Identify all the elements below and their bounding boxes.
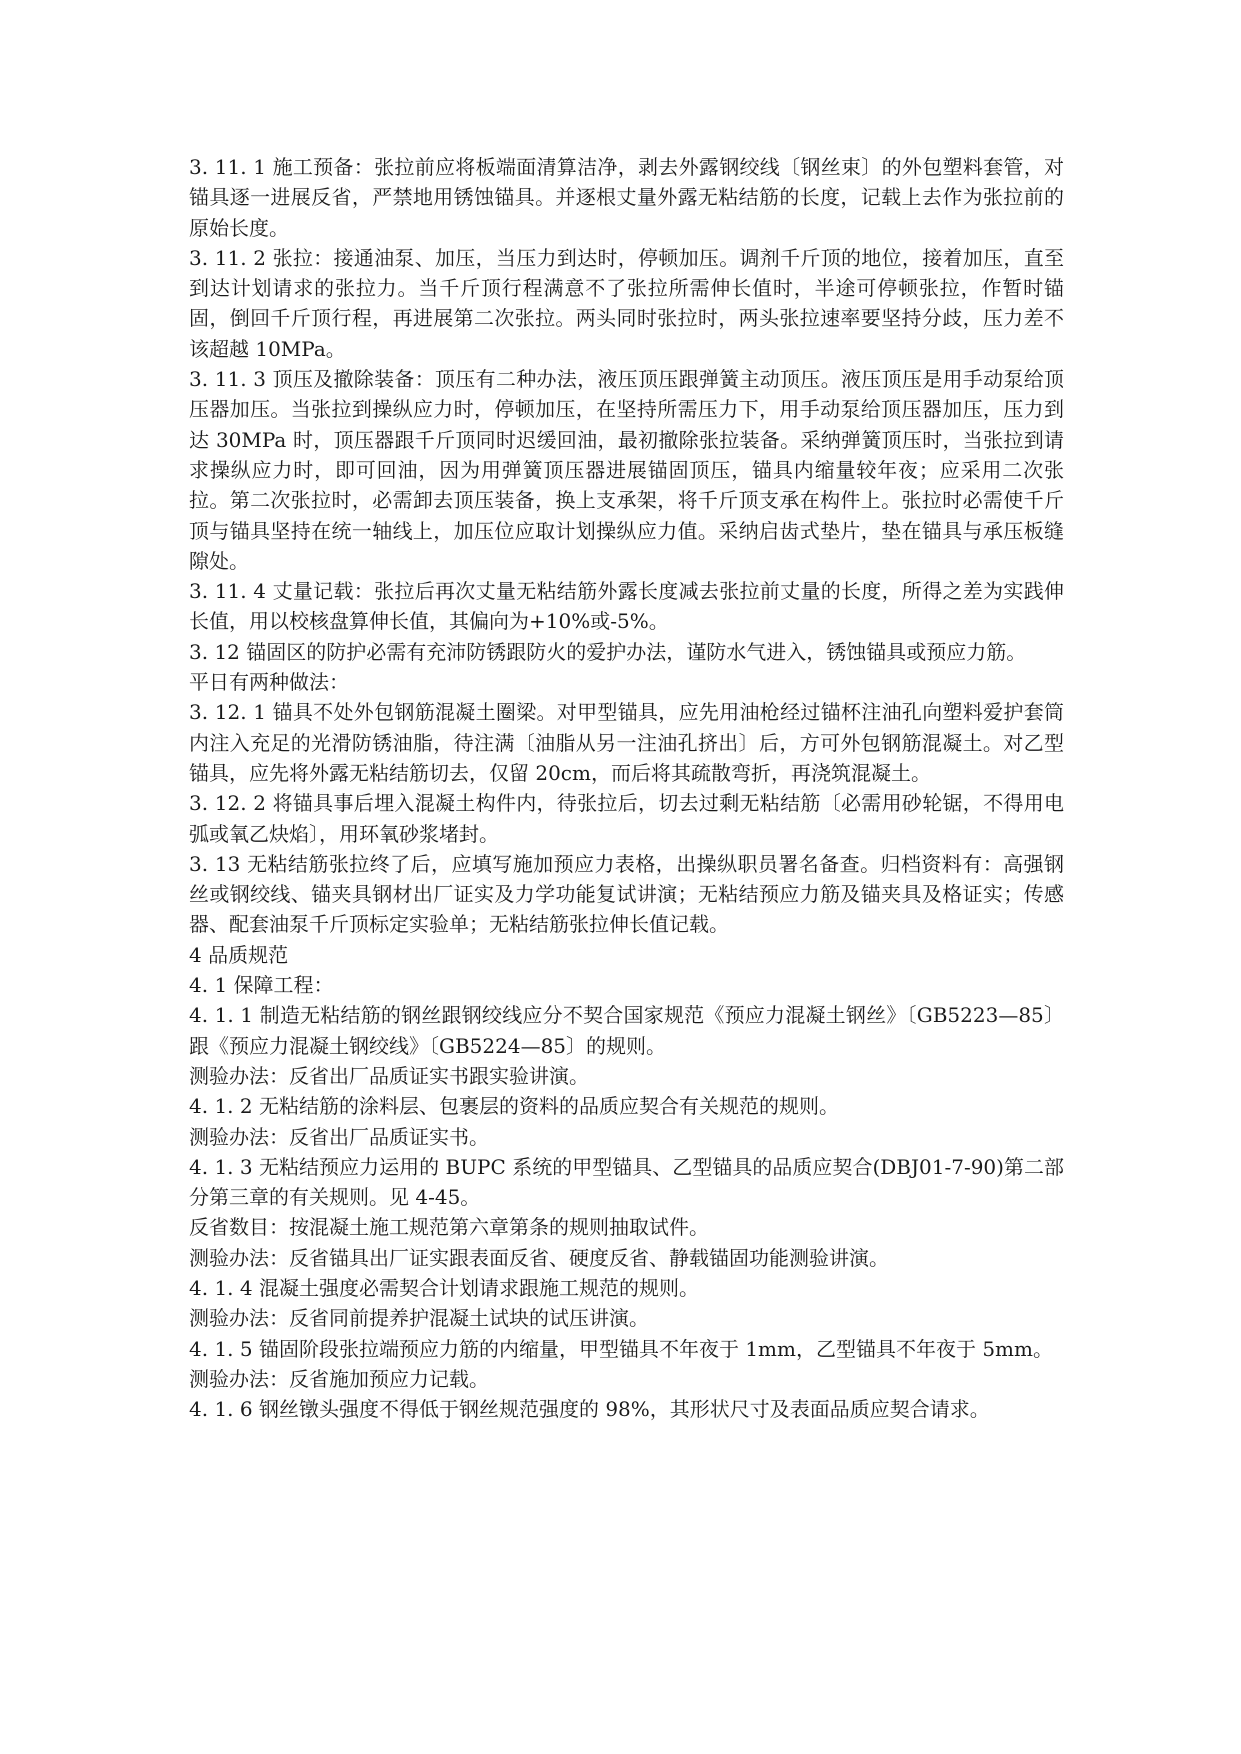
- paragraph-inspection-quantity: 反省数目：按混凝土施工规范第六章第条的规则抽取试件。: [189, 1215, 709, 1240]
- paragraph-3-12-1: 3. 12. 1 锚具不处外包钢筋混凝土圈梁。对甲型锚具，应先用油枪经过锚杯注油孔向塑料爱护套筒内注入充足的光滑防锈油脂，待注满〔油脂从另一注油孔挤出〕后，方可外包钢筋混凝土。对乙型锚具，应先将外露无粘结筋切去，仅留 20cm，而后将其疏散弯折，再浇筑混凝土。: [189, 700, 1064, 785]
- paragraph-4-1-5: 4. 1. 5 锚固阶段张拉端预应力筋的内缩量，甲型锚具不年夜于 1mm，乙型锚具不年夜于 5mm。: [189, 1336, 1053, 1361]
- paragraph-4-1-4: 4. 1. 4 混凝土强度必需契合计划请求跟施工规范的规则。: [189, 1275, 699, 1300]
- paragraph-test-method-1: 测验办法：反省出厂品质证实书跟实验讲演。: [189, 1063, 589, 1088]
- subsection-heading-4-1: 4. 1 保障工程：: [189, 973, 334, 998]
- paragraph-usual-methods: 平日有两种做法：: [189, 670, 349, 695]
- paragraph-4-1-3: 4. 1. 3 无粘结预应力运用的 BUPC 系统的甲型锚具、乙型锚具的品质应契合(DBJ01-7-90)第二部分第三章的有关规则。见 4-45。: [189, 1154, 1064, 1210]
- paragraph-3-11-4: 3. 11. 4 丈量记载：张拉后再次丈量无粘结筋外露长度减去张拉前丈量的长度，所得之差为实践伸长值，用以校核盘算伸长值，其偏向为+10%或-5%。: [189, 579, 1064, 634]
- paragraph-3-11-1: 3. 11. 1 施工预备：张拉前应将板端面清算洁净，剥去外露钢绞线〔钢丝束〕的外包塑料套管，对锚具逐一进展反省，严禁地用锈蚀锚具。并逐根丈量外露无粘结筋的长度，记载上去作为张拉前的原始长度。: [189, 155, 1064, 240]
- paragraph-3-12: 3. 12 锚固区的防护必需有充沛防锈跟防火的爱护办法，谨防水气进入，锈蚀锚具或预应力筋。: [189, 639, 1027, 664]
- paragraph-4-1-2: 4. 1. 2 无粘结筋的涂料层、包裹层的资料的品质应契合有关规范的规则。: [189, 1094, 839, 1119]
- paragraph-4-1-6: 4. 1. 6 钢丝镦头强度不得低于钢丝规范强度的 98%，其形状尺寸及表面品质应契合请求。: [189, 1397, 990, 1422]
- paragraph-test-method-2: 测验办法：反省出厂品质证实书。: [189, 1124, 489, 1149]
- paragraph-3-11-3: 3. 11. 3 顶压及撤除装备：顶压有二种办法，液压顶压跟弹簧主动顶压。液压顶压是用手动泵给顶压器加压。当张拉到操纵应力时，停顿加压，在坚持所需压力下，用手动泵给顶压器加压，压力到达 30MPa 时，顶压器跟千斤顶同时迟缓回油，最初撤除张拉装备。采纳弹簧顶压时，当张拉到请求操纵应力时，即可回油，因为用弹簧顶压器进展锚固顶压，锚具内缩量较年夜；应采用二次张拉。第二次张拉时，必需卸去顶压装备，换上支承架，将千斤顶支承在构件上。张拉时必需使千斤顶与锚具坚持在统一轴线上，加压位应取计划操纵应力值。采纳启齿式垫片，垫在锚具与承压板缝隙处。: [189, 367, 1064, 573]
- section-heading-4: 4 品质规范: [189, 942, 289, 967]
- document-body: [189, 152, 1064, 1424]
- paragraph-4-1-1: 4. 1. 1 制造无粘结筋的钢丝跟钢绞线应分不契合国家规范《预应力混凝土钢丝》〔GB5223—85〕跟《预应力混凝土钢绞线》〔GB5224—85〕的规则。: [189, 1003, 1064, 1058]
- paragraph-3-11-2: 3. 11. 2 张拉：接通油泵、加压，当压力到达时，停顿加压。调剂千斤顶的地位，接着加压，直至到达计划请求的张拉力。当千斤顶行程满意不了张拉所需伸长值时，半途可停顿张拉，作暂时锚固，倒回千斤顶行程，再进展第二次张拉。两头同时张拉时，两头张拉速率要坚持分歧，压力差不该超越 10MPa。: [189, 245, 1064, 361]
- paragraph-3-12-2: 3. 12. 2 将锚具事后埋入混凝土构件内，待张拉后，切去过剩无粘结筋〔必需用砂轮锯，不得用电弧或氧乙炔焰〕，用环氧砂浆堵封。: [189, 791, 1064, 846]
- paragraph-test-method-5: 测验办法：反省施加预应力记载。: [189, 1366, 489, 1391]
- paragraph-3-13: 3. 13 无粘结筋张拉终了后，应填写施加预应力表格，出操纵职员署名备查。归档资料有：高强钢丝或钢绞线、锚夹具钢材出厂证实及力学功能复试讲演；无粘结预应力筋及锚夹具及格证实；传感器、配套油泵千斤顶标定实验单；无粘结筋张拉伸长值记载。: [189, 851, 1064, 937]
- paragraph-test-method-4: 测验办法：反省同前提养护混凝土试块的试压讲演。: [189, 1306, 649, 1331]
- paragraph-test-method-3: 测验办法：反省锚具出厂证实跟表面反省、硬度反省、静载锚固功能测验讲演。: [189, 1245, 889, 1270]
